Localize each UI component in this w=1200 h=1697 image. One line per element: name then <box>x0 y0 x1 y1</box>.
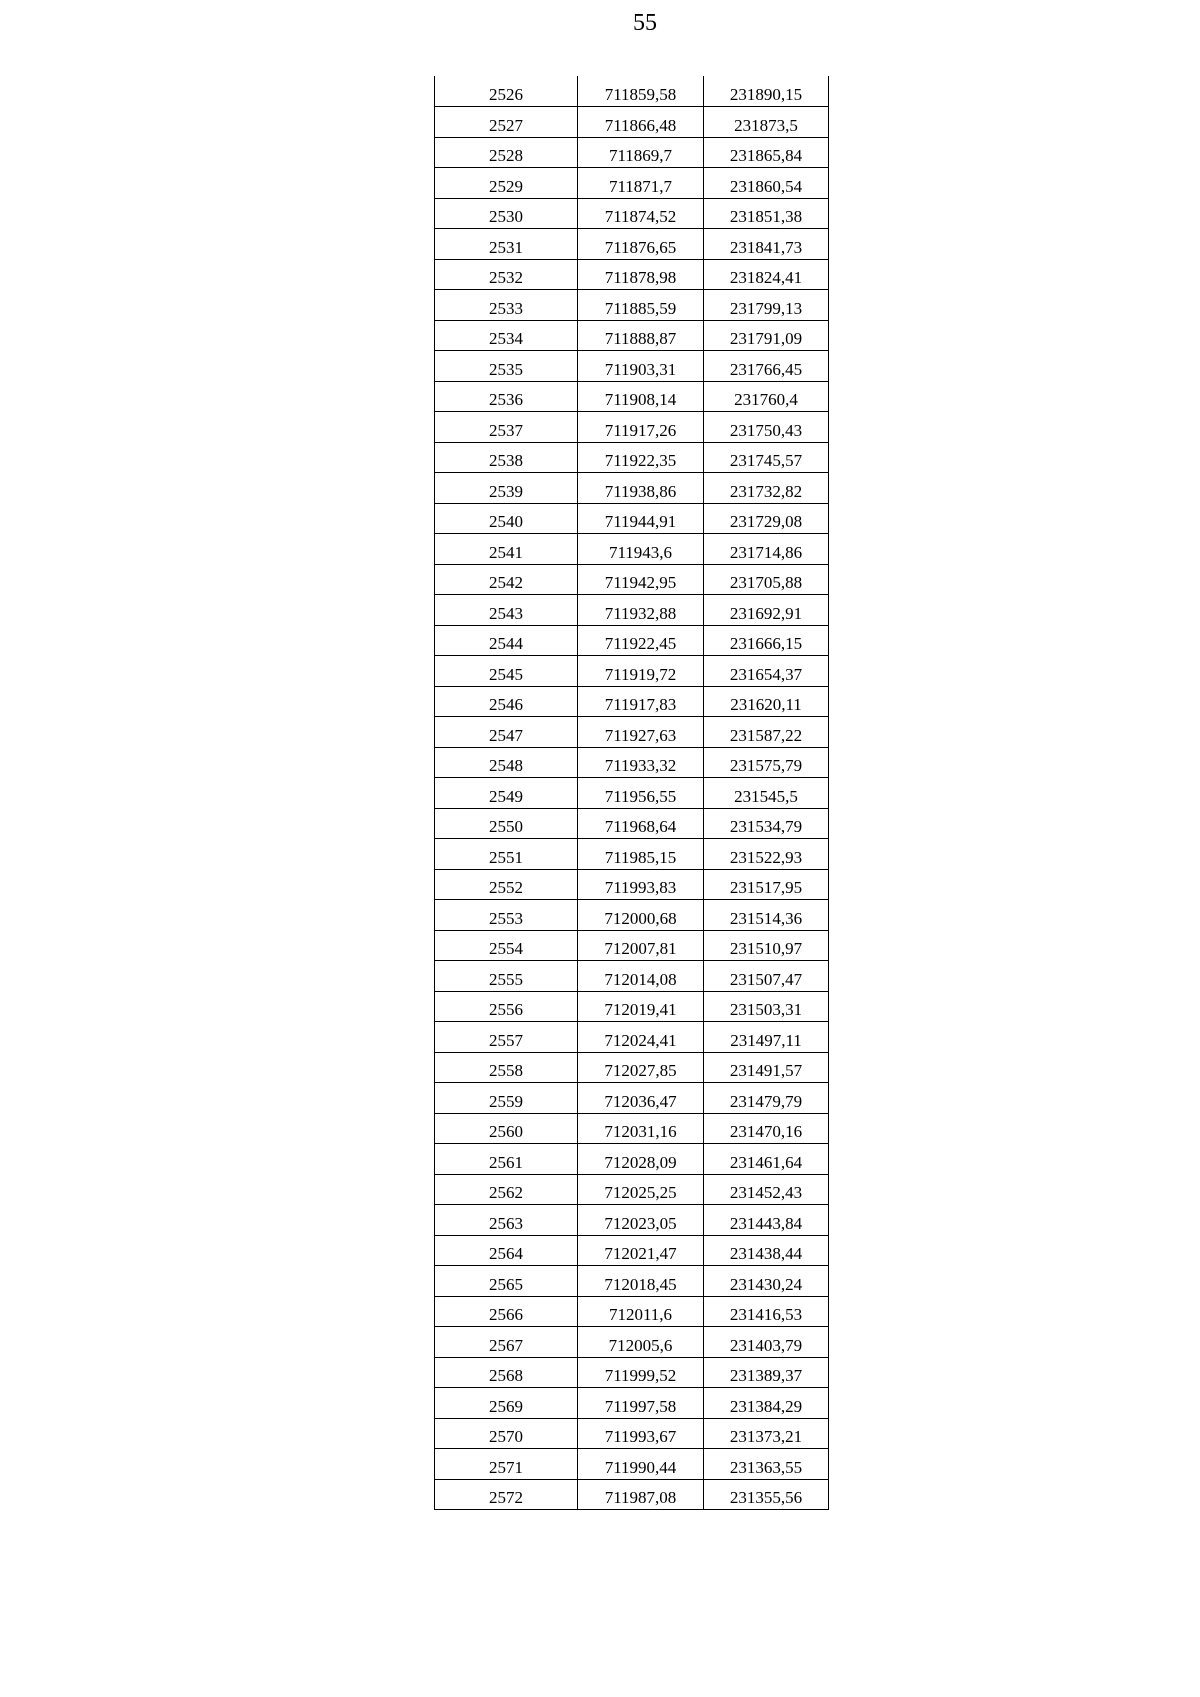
point-number-cell: 2553 <box>435 900 578 931</box>
x-coordinate-cell: 711903,31 <box>578 351 704 382</box>
y-coordinate-cell: 231517,95 <box>704 869 829 900</box>
point-number-cell: 2561 <box>435 1144 578 1175</box>
point-number-cell: 2563 <box>435 1205 578 1236</box>
point-number-cell: 2536 <box>435 381 578 412</box>
table-row <box>435 625 829 656</box>
point-number-cell: 2557 <box>435 1022 578 1053</box>
x-coordinate-cell: 712021,47 <box>578 1235 704 1266</box>
table-row <box>435 1174 829 1205</box>
table-row <box>435 808 829 839</box>
point-number-cell: 2566 <box>435 1296 578 1327</box>
x-coordinate-cell: 711885,59 <box>578 290 704 321</box>
point-number-cell: 2541 <box>435 534 578 565</box>
table-row <box>435 1052 829 1083</box>
table-row <box>435 900 829 931</box>
x-coordinate-cell: 711922,35 <box>578 442 704 473</box>
y-coordinate-cell: 231384,29 <box>704 1388 829 1419</box>
point-number-cell: 2562 <box>435 1174 578 1205</box>
x-coordinate-cell: 711987,08 <box>578 1479 704 1510</box>
table-row <box>435 961 829 992</box>
y-coordinate-cell: 231522,93 <box>704 839 829 870</box>
x-coordinate-cell: 711917,83 <box>578 686 704 717</box>
coordinates-table-body <box>435 76 829 1510</box>
x-coordinate-cell: 711985,15 <box>578 839 704 870</box>
x-coordinate-cell: 711956,55 <box>578 778 704 809</box>
x-coordinate-cell: 711997,58 <box>578 1388 704 1419</box>
point-number-cell: 2546 <box>435 686 578 717</box>
y-coordinate-cell: 231514,36 <box>704 900 829 931</box>
x-coordinate-cell: 712024,41 <box>578 1022 704 1053</box>
table-row <box>435 412 829 443</box>
table-row <box>435 991 829 1022</box>
table-row <box>435 686 829 717</box>
table-row <box>435 778 829 809</box>
x-coordinate-cell: 712028,09 <box>578 1144 704 1175</box>
x-coordinate-cell: 711888,87 <box>578 320 704 351</box>
point-number-cell: 2552 <box>435 869 578 900</box>
point-number-cell: 2528 <box>435 137 578 168</box>
x-coordinate-cell: 712036,47 <box>578 1083 704 1114</box>
table-row <box>435 839 829 870</box>
table-row <box>435 869 829 900</box>
y-coordinate-cell: 231363,55 <box>704 1449 829 1480</box>
point-number-cell: 2558 <box>435 1052 578 1083</box>
y-coordinate-cell: 231534,79 <box>704 808 829 839</box>
point-number-cell: 2532 <box>435 259 578 290</box>
point-number-cell: 2556 <box>435 991 578 1022</box>
point-number-cell: 2555 <box>435 961 578 992</box>
y-coordinate-cell: 231841,73 <box>704 229 829 260</box>
x-coordinate-cell: 711917,26 <box>578 412 704 443</box>
y-coordinate-cell: 231851,38 <box>704 198 829 229</box>
x-coordinate-cell: 711938,86 <box>578 473 704 504</box>
table-row <box>435 717 829 748</box>
point-number-cell: 2538 <box>435 442 578 473</box>
y-coordinate-cell: 231461,64 <box>704 1144 829 1175</box>
point-number-cell: 2544 <box>435 625 578 656</box>
page-number: 55 <box>633 10 657 36</box>
table-row <box>435 656 829 687</box>
y-coordinate-cell: 231403,79 <box>704 1327 829 1358</box>
y-coordinate-cell: 231791,09 <box>704 320 829 351</box>
point-number-cell: 2545 <box>435 656 578 687</box>
x-coordinate-cell: 712019,41 <box>578 991 704 1022</box>
table-row <box>435 290 829 321</box>
point-number-cell: 2540 <box>435 503 578 534</box>
y-coordinate-cell: 231732,82 <box>704 473 829 504</box>
x-coordinate-cell: 711866,48 <box>578 107 704 138</box>
y-coordinate-cell: 231470,16 <box>704 1113 829 1144</box>
point-number-cell: 2560 <box>435 1113 578 1144</box>
x-coordinate-cell: 711993,83 <box>578 869 704 900</box>
point-number-cell: 2542 <box>435 564 578 595</box>
y-coordinate-cell: 231750,43 <box>704 412 829 443</box>
point-number-cell: 2527 <box>435 107 578 138</box>
table-row <box>435 1235 829 1266</box>
y-coordinate-cell: 231729,08 <box>704 503 829 534</box>
point-number-cell: 2564 <box>435 1235 578 1266</box>
y-coordinate-cell: 231416,53 <box>704 1296 829 1327</box>
table-row <box>435 381 829 412</box>
table-row <box>435 473 829 504</box>
table-row <box>435 168 829 199</box>
x-coordinate-cell: 711999,52 <box>578 1357 704 1388</box>
y-coordinate-cell: 231865,84 <box>704 137 829 168</box>
table-row <box>435 1388 829 1419</box>
table-row <box>435 1418 829 1449</box>
y-coordinate-cell: 231760,4 <box>704 381 829 412</box>
table-row <box>435 1022 829 1053</box>
table-row <box>435 198 829 229</box>
x-coordinate-cell: 712000,68 <box>578 900 704 931</box>
table-row <box>435 107 829 138</box>
point-number-cell: 2569 <box>435 1388 578 1419</box>
point-number-cell: 2529 <box>435 168 578 199</box>
y-coordinate-cell: 231491,57 <box>704 1052 829 1083</box>
table-row <box>435 564 829 595</box>
y-coordinate-cell: 231654,37 <box>704 656 829 687</box>
table-row <box>435 1205 829 1236</box>
table-row <box>435 1449 829 1480</box>
x-coordinate-cell: 711878,98 <box>578 259 704 290</box>
table-row <box>435 747 829 778</box>
x-coordinate-cell: 711871,7 <box>578 168 704 199</box>
point-number-cell: 2565 <box>435 1266 578 1297</box>
x-coordinate-cell: 711990,44 <box>578 1449 704 1480</box>
table-row <box>435 320 829 351</box>
y-coordinate-cell: 231389,37 <box>704 1357 829 1388</box>
y-coordinate-cell: 231497,11 <box>704 1022 829 1053</box>
y-coordinate-cell: 231373,21 <box>704 1418 829 1449</box>
point-number-cell: 2572 <box>435 1479 578 1510</box>
x-coordinate-cell: 712031,16 <box>578 1113 704 1144</box>
y-coordinate-cell: 231510,97 <box>704 930 829 961</box>
y-coordinate-cell: 231507,47 <box>704 961 829 992</box>
table-row <box>435 534 829 565</box>
point-number-cell: 2531 <box>435 229 578 260</box>
y-coordinate-cell: 231705,88 <box>704 564 829 595</box>
table-row <box>435 229 829 260</box>
y-coordinate-cell: 231714,86 <box>704 534 829 565</box>
y-coordinate-cell: 231745,57 <box>704 442 829 473</box>
y-coordinate-cell: 231666,15 <box>704 625 829 656</box>
table-row <box>435 76 829 107</box>
point-number-cell: 2570 <box>435 1418 578 1449</box>
table-row <box>435 930 829 961</box>
point-number-cell: 2568 <box>435 1357 578 1388</box>
x-coordinate-cell: 711933,32 <box>578 747 704 778</box>
coordinates-table <box>434 76 829 1510</box>
x-coordinate-cell: 712025,25 <box>578 1174 704 1205</box>
table-row <box>435 595 829 626</box>
point-number-cell: 2571 <box>435 1449 578 1480</box>
table-row <box>435 1327 829 1358</box>
x-coordinate-cell: 712007,81 <box>578 930 704 961</box>
x-coordinate-cell: 711942,95 <box>578 564 704 595</box>
point-number-cell: 2551 <box>435 839 578 870</box>
x-coordinate-cell: 711908,14 <box>578 381 704 412</box>
y-coordinate-cell: 231503,31 <box>704 991 829 1022</box>
x-coordinate-cell: 711859,58 <box>578 76 704 107</box>
y-coordinate-cell: 231452,43 <box>704 1174 829 1205</box>
point-number-cell: 2535 <box>435 351 578 382</box>
x-coordinate-cell: 711993,67 <box>578 1418 704 1449</box>
y-coordinate-cell: 231860,54 <box>704 168 829 199</box>
point-number-cell: 2567 <box>435 1327 578 1358</box>
y-coordinate-cell: 231545,5 <box>704 778 829 809</box>
point-number-cell: 2547 <box>435 717 578 748</box>
y-coordinate-cell: 231766,45 <box>704 351 829 382</box>
table-row <box>435 1144 829 1175</box>
x-coordinate-cell: 711869,7 <box>578 137 704 168</box>
table-row <box>435 1296 829 1327</box>
x-coordinate-cell: 711874,52 <box>578 198 704 229</box>
point-number-cell: 2526 <box>435 76 578 107</box>
y-coordinate-cell: 231430,24 <box>704 1266 829 1297</box>
x-coordinate-cell: 712023,05 <box>578 1205 704 1236</box>
point-number-cell: 2550 <box>435 808 578 839</box>
point-number-cell: 2559 <box>435 1083 578 1114</box>
point-number-cell: 2549 <box>435 778 578 809</box>
x-coordinate-cell: 712005,6 <box>578 1327 704 1358</box>
x-coordinate-cell: 711922,45 <box>578 625 704 656</box>
y-coordinate-cell: 231890,15 <box>704 76 829 107</box>
x-coordinate-cell: 712014,08 <box>578 961 704 992</box>
point-number-cell: 2539 <box>435 473 578 504</box>
table-row <box>435 442 829 473</box>
table-row <box>435 503 829 534</box>
point-number-cell: 2530 <box>435 198 578 229</box>
table-row <box>435 1266 829 1297</box>
point-number-cell: 2554 <box>435 930 578 961</box>
x-coordinate-cell: 712027,85 <box>578 1052 704 1083</box>
x-coordinate-cell: 711943,6 <box>578 534 704 565</box>
table-row <box>435 1113 829 1144</box>
table-row <box>435 1357 829 1388</box>
table-row <box>435 259 829 290</box>
y-coordinate-cell: 231355,56 <box>704 1479 829 1510</box>
y-coordinate-cell: 231587,22 <box>704 717 829 748</box>
x-coordinate-cell: 712011,6 <box>578 1296 704 1327</box>
y-coordinate-cell: 231824,41 <box>704 259 829 290</box>
x-coordinate-cell: 711932,88 <box>578 595 704 626</box>
x-coordinate-cell: 712018,45 <box>578 1266 704 1297</box>
y-coordinate-cell: 231443,84 <box>704 1205 829 1236</box>
point-number-cell: 2534 <box>435 320 578 351</box>
table-row <box>435 1479 829 1510</box>
point-number-cell: 2537 <box>435 412 578 443</box>
y-coordinate-cell: 231620,11 <box>704 686 829 717</box>
table-row <box>435 351 829 382</box>
y-coordinate-cell: 231479,79 <box>704 1083 829 1114</box>
x-coordinate-cell: 711927,63 <box>578 717 704 748</box>
y-coordinate-cell: 231799,13 <box>704 290 829 321</box>
x-coordinate-cell: 711968,64 <box>578 808 704 839</box>
y-coordinate-cell: 231873,5 <box>704 107 829 138</box>
x-coordinate-cell: 711919,72 <box>578 656 704 687</box>
table-row <box>435 137 829 168</box>
y-coordinate-cell: 231438,44 <box>704 1235 829 1266</box>
table-row <box>435 1083 829 1114</box>
point-number-cell: 2543 <box>435 595 578 626</box>
point-number-cell: 2548 <box>435 747 578 778</box>
x-coordinate-cell: 711944,91 <box>578 503 704 534</box>
y-coordinate-cell: 231575,79 <box>704 747 829 778</box>
point-number-cell: 2533 <box>435 290 578 321</box>
x-coordinate-cell: 711876,65 <box>578 229 704 260</box>
y-coordinate-cell: 231692,91 <box>704 595 829 626</box>
